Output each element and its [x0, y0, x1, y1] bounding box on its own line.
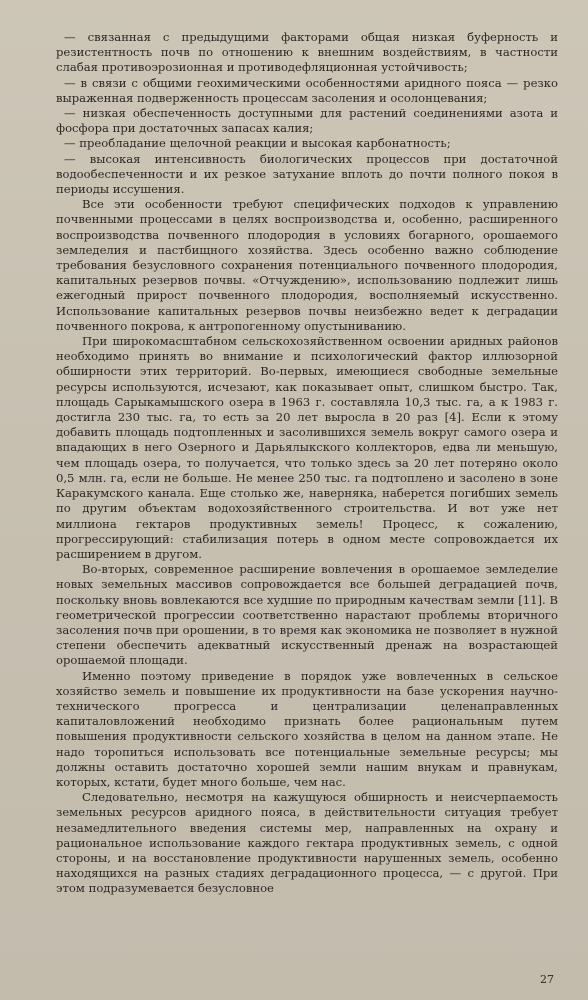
body-text — [56, 30, 558, 897]
paragraph: Во-вторых, современное расширение вовлечения в орошаемое земледелие новых земельных массивов сопровождается все большей деградацией почв, поскольку вновь вовлекаются все худшие по природным качествам земли [11]. В геометрической прогрессии соответственно нарастают проблемы вторичного засоления почв при орошении, в то время как экономика не позволяет в нужной степени обеспечить адекватный искусственный дренаж на возрастающей орошаемой площади. — [56, 562, 558, 668]
paragraph: Именно поэтому приведение в порядок уже вовлеченных в сельское хозяйство земель и повышение их продуктивности на базе ускорения научно-технического прогресса и централизации целенаправленных капиталовложений необходимо признать более рациональным путем повышения продуктивности сельского хозяйства в целом на данном этапе. Не надо торопиться использовать все потенциальные земельные ресурсы; мы должны оставить достаточно хорошей земли нашим внукам и правнукам, которых, кстати, будет много больше, чем нас. — [56, 668, 558, 789]
paragraph: Следовательно, несмотря на кажущуюся обширность и неисчерпаемость земельных ресурсов аридного пояса, в действительности ситуация требует незамедлительного введения системы мер, направленных на охрану и рациональное использование каждого гектара продуктивных земель, с одной стороны, и на восстановление продуктивности нарушенных земель, особенно находящихся на разных стадиях деградационного процесса, — с другой. При этом подразумевается безусловное — [56, 790, 558, 896]
list-item: — связанная с предыдущими факторами общая низкая буферность и резистентность почв по отношению к внешним воздействиям, в частности слабая противоэрозионная и противодефляционная устойчивость; — [56, 30, 558, 75]
paragraph: При широкомасштабном сельскохозяйственном освоении аридных районов необходимо принять во внимание и психологический фактор иллюзорной обширности этих территорий. Во-первых, имеющиеся свободные земельные ресурсы используются, исчезают, как показывает опыт, слишком быстро. Так, площадь Сарыкамышского озера в 1963 г. составляла 10,3 тыс. га, а к 1983 г. достигла 230 тыс. га, то есть за 20 лет выросла в 20 раз [4]. Если к этому добавить площадь подтопленных и засолившихся земель вокруг самого озера и впадающих в него Озерного и Дарьялыкского коллекторов, едва ли меньшую, чем площадь озера, то получается, что только здесь за 20 лет потеряно около 0,5 млн. га, если не больше. Не менее 250 тыс. га подтоплено и засолено в зоне Каракумского канала. Еще столько же, наверняка, наберется погибших земель по другим объектам водохозяйственного строительства. И вот уже нет миллиона гектаров продуктивных земель! Процесс, к сожалению, прогрессирующий: стабилизация потерь в одном месте сопровождается их расширением в другом. — [56, 334, 558, 561]
page-number: 27 — [540, 973, 554, 986]
list-item: — преобладание щелочной реакции и высокая карбонатность; — [64, 136, 451, 151]
list-item: — высокая интенсивность биологических процессов при достаточной водообеспеченности и их резкое затухание вплоть до почти полного покоя в периоды иссушения. — [56, 151, 558, 197]
list-item: — низкая обеспеченность доступными для растений соединениями азота и фосфора при достаточных запасах калия; — [56, 106, 558, 136]
list-item: — в связи с общими геохимическими особенностями аридного пояса — резко выраженная подверженность процессам засоления и осолонцевания; — [56, 75, 558, 105]
paragraph: Все эти особенности требуют специфических подходов к управлению почвенными процессами в целях воспроизводства и, особенно, расширенного воспроизводства почвенного плодородия в условиях богарного, орошаемого земледелия и пастбищного хозяйства. Здесь особенно важно соблюдение требования безусловного сохранения потенциального почвенного плодородия, капитальных резервов почвы. «Отчуждению», использованию подлежит лишь ежегодный прирост почвенного плодородия, восполняемый искусственно. Использование капитальных резервов почвы неизбежно ведет к деградации почвенного покрова, к антропогенному опустыниванию. — [56, 197, 558, 333]
